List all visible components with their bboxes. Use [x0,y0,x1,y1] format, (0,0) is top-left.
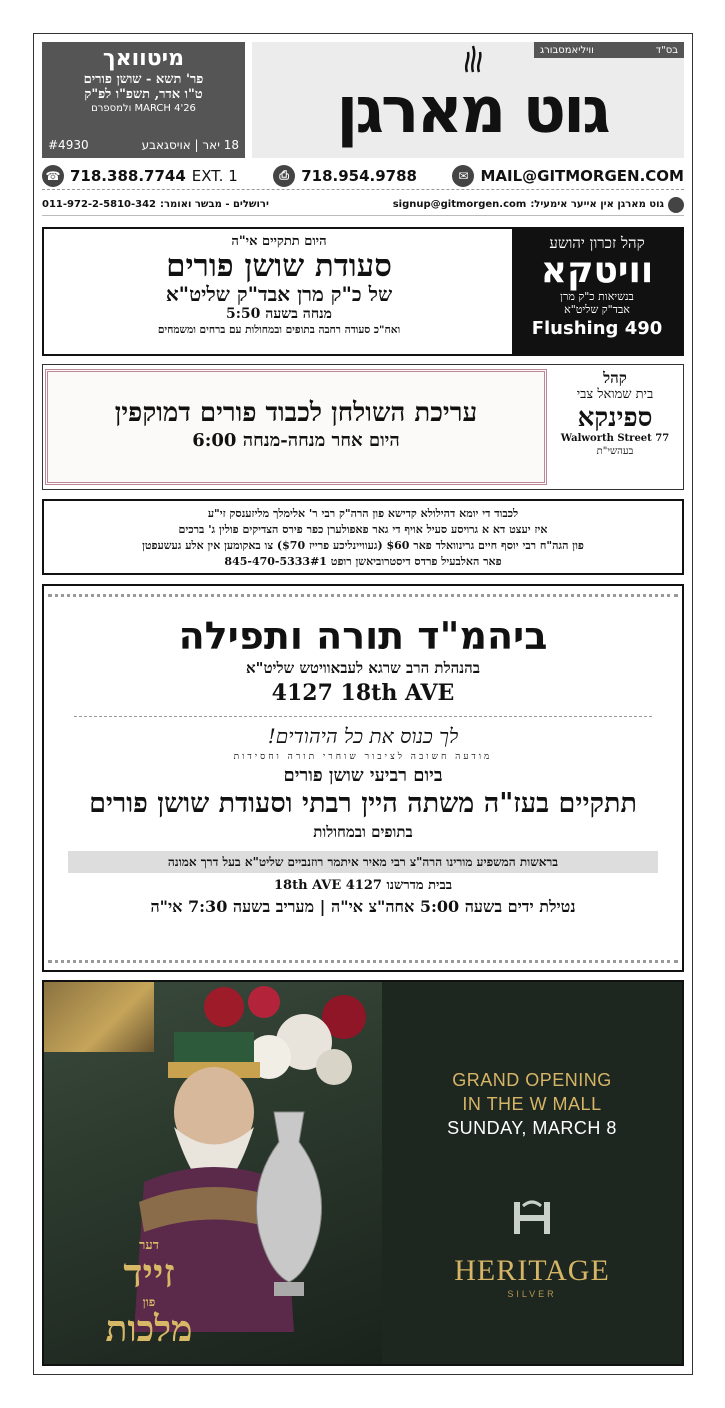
bihmad-address: 4127 18th AVE [271,680,455,706]
edition-info: 18 יאר | אויסגאבע [141,138,239,152]
vishka-under2: אבד"ק שליט"א [564,303,630,316]
ad-spinka [42,364,684,490]
vishka-sidebar [512,229,682,354]
silver-vase-image [244,1102,334,1302]
yiddish-top: דער [139,1238,159,1253]
bihmad-event: תתקיים בעז"ה משתה היין רבתי וסעודת שושן פורים [89,788,637,819]
fax-number: 718.954.9788 [301,166,417,185]
yiddish-bottom: מלכות [105,1308,193,1350]
phone-ext: EXT. 1 [191,166,238,185]
spinka-bais: בית שמואל צבי [576,387,654,402]
bihmad-location: בבית מדרשנו 4127 18th AVE [274,878,452,893]
bihmad-notice: מודעה חשובה לציבור שוחרי תורה וחסידות [233,752,493,762]
brand-name: HERITAGE [454,1254,610,1287]
hebrew-date: ט"ו אדר, תשפ"ו לפ"ק [84,87,203,102]
king-photo [44,982,382,1364]
contact-strip [42,162,684,190]
mail-icon: ✉ [452,165,474,187]
bottom-dotted-border [48,960,678,966]
vishka-line5: ואח"כ סעודה רחבה בתופים ובמחולות עם ברחים ומשמחים [157,324,401,336]
bihmad-title: ביהמ"ד תורה ותפילה [178,614,548,658]
ad-bihmad [42,584,684,972]
bihmad-content [44,586,682,919]
edition-tag [534,42,684,58]
spinka-frame [45,369,547,485]
spinka-address: 77 Walworth Street [560,433,670,444]
issue-info-box [42,42,245,158]
fax-icon: ⎙ [273,165,295,187]
vishka-main [44,229,514,354]
vishka-line3: של כ"ק מרן אבד"ק שליט"א [165,282,393,306]
parsha: פר' תשא - שושן פורים [83,72,204,87]
israel-label: ירושלים - מבשר ואומר: [160,199,269,210]
vishka-line1: היום תתקיים אי"ה [231,234,327,249]
heritage-logo-icon [509,1198,555,1238]
spinka-title: עריכת השולחן לכבוד פורים דמוקפין [114,398,478,428]
secular-label: ולמספרם [91,103,132,114]
israel-info [42,199,269,210]
israel-phone: 011-972-2-5810-342 [42,199,157,210]
grand-opening: GRAND OPENING [452,1070,612,1090]
phone-item[interactable] [42,165,238,187]
yahrzeit-line3: פון הגה"ח רבי יוסף חיים גרינוואלד פאר $60 (געוויינליכע פרייז $70) צו באקומען אין אלע געשעפטן [142,539,584,552]
spinka-side [551,369,679,485]
envelope-icon [668,197,684,213]
subscribe-label: גוט מארגן אין אייער אימעיל: [530,199,664,210]
spinka-name: ספינקא [577,403,653,433]
masthead [42,42,684,158]
yahrzeit-line2: איז יעצט דא א גרויסע סעיל אויף די גאר פאפולערן כפר פירס הצדיקים פולין ג' ברכים [178,523,548,536]
spinka-kehal: קהל [603,369,627,387]
spinka-city: בעהשי"ת [596,446,634,457]
subscribe-email: signup@gitmorgen.com [392,199,527,210]
bihmad-subtitle: בהנהלת הרב שרגא לעבאוויטש שליט"א [246,659,480,677]
vishka-kehal: קהל זכרון יהושע [549,234,645,252]
vishka-line2: סעודת שושן פורים [166,248,392,284]
vishka-line4: מנחה בשעה 5:50 [226,306,332,322]
yiddish-mid: זייד [123,1250,175,1297]
bihmad-guest: בראשות המשפיע מורינו הרה"צ רבי מאיר איתמר רוזנביים שליט"א בעל דרך אמונה [68,851,658,873]
yahrzeit-line4: פאר האלבעיל פרדס דיסטרוביאשן רופט 845-470-5333#1 [224,555,502,568]
newspaper-logo: גוט מארגן [336,74,608,148]
email-item[interactable] [452,165,684,187]
bihmad-day: ביום רביעי שושן פורים [283,765,443,786]
ad-heritage [42,980,684,1366]
phone-number: 718.388.7744 [70,166,186,185]
edition-tag-right: בס"ד [655,44,678,56]
heritage-panel [382,982,682,1364]
logo-area [252,42,684,158]
divider [74,716,652,717]
ad-vishka [42,227,684,356]
email-address: MAIL@GITMORGEN.COM [480,166,684,185]
vishka-name: וויטקא [540,250,654,291]
newspaper-page [33,33,693,1375]
vishka-address: 490 Flushing [531,318,663,339]
bihmad-music: בתופים ובמחולות [313,823,413,841]
issue-number: #4930 [48,138,89,152]
bihmad-call: לך כנוס את כל היהודים! [267,724,459,748]
yiddish-small: פון [142,1295,156,1309]
spinka-subtitle: היום אחר מנחה-מנחה 6:00 [192,430,400,451]
weekday: מיטוואך [102,46,185,71]
vishka-under: בנשיאות כ"ק מרן [560,290,634,303]
subscribe-info[interactable] [393,197,684,213]
yahrzeit-line1: לכבוד די יומא דהילולא קדישא פון הרה"ק רבי ר' אלימלך מליזענסק זי"ע [207,507,519,520]
fax-item[interactable] [273,165,417,187]
subscribe-row [42,194,684,216]
edition-tag-left: וויליאמסבורג [540,44,594,56]
yiddish-title [74,1237,224,1348]
brand-sub: SILVER [507,1289,557,1299]
flame-icon [458,44,488,74]
bihmad-times: נטילת ידים בשעה 5:00 אחה"צ אי"ה | מעריב בשעה 7:30 אי"ה [150,897,576,916]
ad-yahrzeit [42,499,684,575]
secular-date: MARCH 4'26 [134,103,196,114]
phone-icon: ☎ [42,165,64,187]
opening-date: SUNDAY, MARCH 8 [447,1118,617,1138]
mall-location: IN THE W MALL [462,1094,602,1114]
